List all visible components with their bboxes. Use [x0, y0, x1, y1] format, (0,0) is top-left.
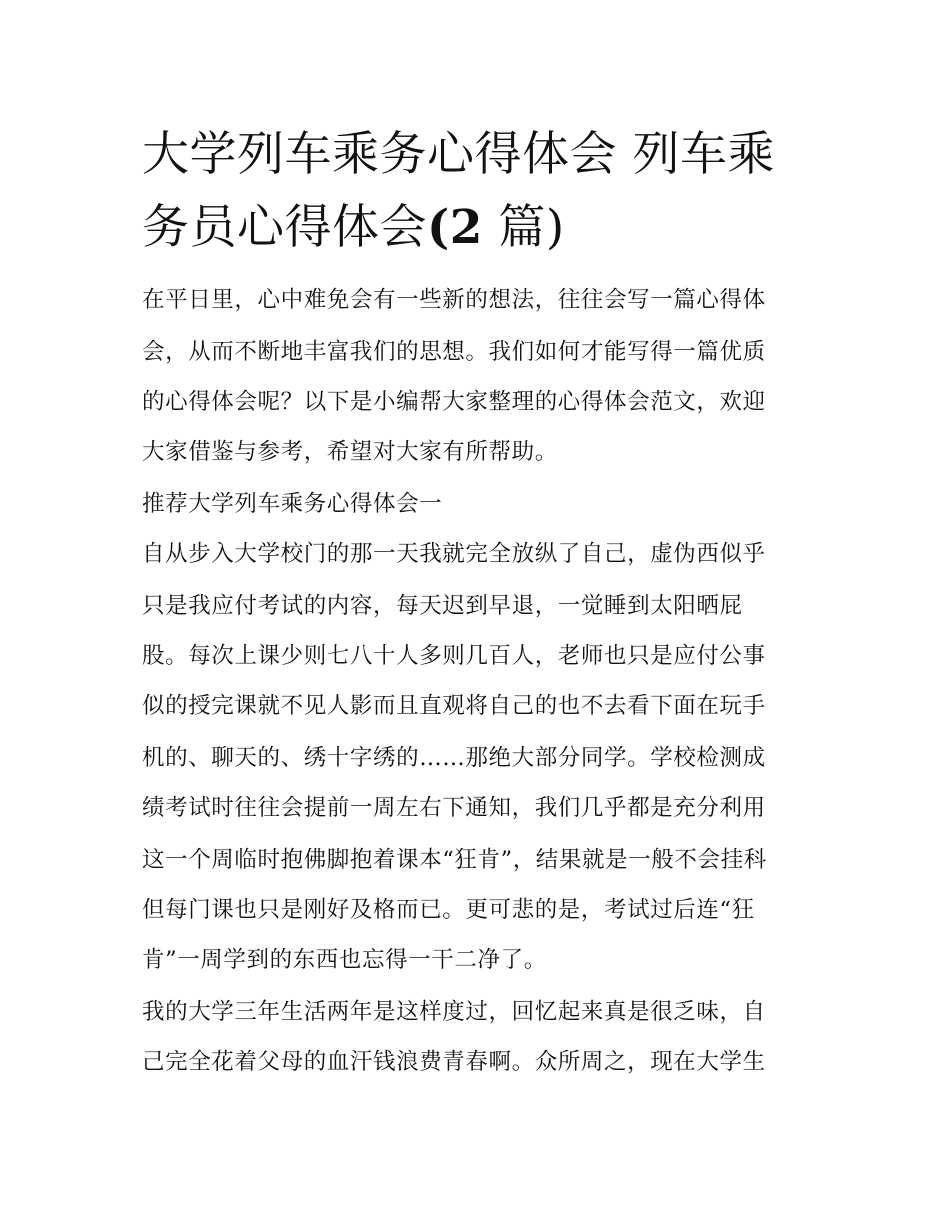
body-line: 只是我应付考试的内容，每天迟到早退，一觉睡到太阳晒屁 [142, 593, 743, 619]
title-suffix: 篇) [482, 200, 565, 255]
body-line: 绩考试时往往会提前一周左右下通知，我们几乎都是充分利用 [142, 795, 766, 821]
body-line: 但每门课也只是刚好及格而已。更可悲的是，考试过后连“狂 [142, 897, 755, 923]
body-line: 自从步入大学校门的那一天我就完全放纵了自己，虚伪西似乎 [142, 541, 766, 567]
section-heading: 推荐大学列车乘务心得体会一 [142, 491, 443, 517]
body-line: 股。每次上课少则七八十人多则几百人，老师也只是应付公事 [142, 643, 766, 669]
title-text: 大学列车乘务心得体会 列车乘务员心得体会 [142, 127, 775, 255]
document-title [142, 118, 822, 264]
body-line: 大家借鉴与参考，希望对大家有所帮助。 [142, 439, 558, 465]
body-line: 会，从而不断地丰富我们的思想。我们如何才能写得一篇优质 [142, 339, 766, 365]
body-line: 在平日里，心中难免会有一些新的想法，往往会写一篇心得体 [142, 287, 766, 313]
body-line: 的心得体会呢？以下是小编帮大家整理的心得体会范文，欢迎 [142, 389, 766, 415]
body-line: 这一个周临时抱佛脚抱着课本“狂肯”，结果就是一般不会挂科 [142, 847, 767, 873]
body-line: 我的大学三年生活两年是这样度过，回忆起来真是很乏味，自 [142, 999, 766, 1025]
body-line: 机的、聊天的、绣十字绣的……那绝大部分同学。学校检测成 [142, 745, 766, 771]
title-count: (2 [427, 200, 483, 255]
body-line: 似的授完课就不见人影而且直观将自己的也不去看下面在玩手 [142, 693, 766, 719]
body-line: 肯”一周学到的东西也忘得一干二净了。 [142, 947, 547, 973]
body-line: 己完全花着父母的血汗钱浪费青春啊。众所周之，现在大学生 [142, 1049, 766, 1075]
